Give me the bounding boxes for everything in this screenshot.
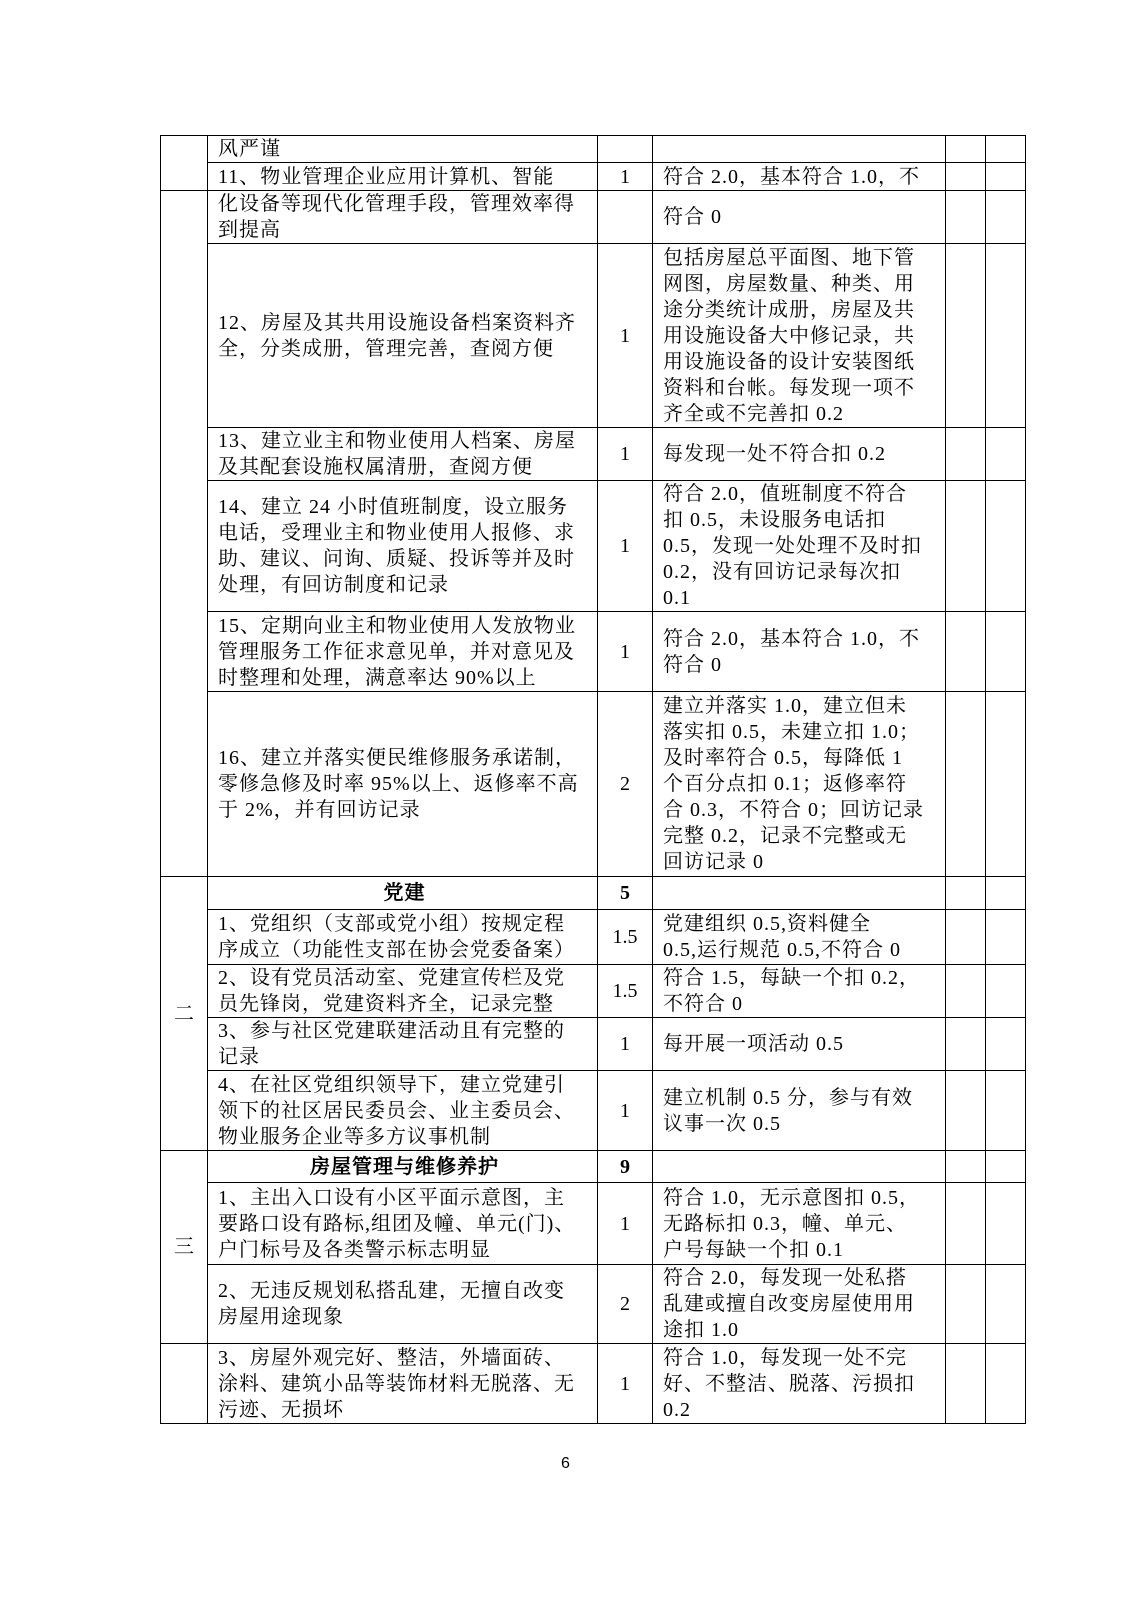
- criteria-cell: 符合 2.0，每发现一处私搭 乱建或擅自改变房屋使用用 途扣 1.0: [653, 1265, 946, 1344]
- item-cell: 12、房屋及其共用设施设备档案资料齐 全，分类成册，管理完善，查阅方便: [208, 244, 598, 428]
- blank-cell: [986, 877, 1026, 910]
- blank-cell: [986, 191, 1026, 244]
- scoring-table: [160, 135, 1026, 1424]
- criteria-cell: 每发现一处不符合扣 0.2: [653, 428, 946, 481]
- blank-cell: [986, 1018, 1026, 1071]
- score-cell: 1: [598, 428, 653, 481]
- blank-cell: [946, 136, 986, 163]
- blank-cell: [946, 1071, 986, 1151]
- table-row: [161, 428, 1026, 481]
- table-row: [161, 163, 1026, 191]
- score-cell: 2: [598, 692, 653, 877]
- table-row: [161, 1018, 1026, 1071]
- blank-cell: [946, 1151, 986, 1183]
- score-cell: 2: [598, 1265, 653, 1344]
- section-score: 9: [598, 1151, 653, 1183]
- item-cell: 1、党组织（支部或党小组）按规定程 序成立（功能性支部在协会党委备案）: [208, 910, 598, 965]
- criteria-cell: 符合 1.5，每缺一个扣 0.2， 不符合 0: [653, 965, 946, 1018]
- table-row: [161, 1071, 1026, 1151]
- section-number-cell: [161, 136, 208, 191]
- score-cell: 1.5: [598, 910, 653, 965]
- blank-cell: [946, 163, 986, 191]
- item-cell: 风严谨: [208, 136, 598, 163]
- table-row: [161, 191, 1026, 244]
- score-cell: 1: [598, 244, 653, 428]
- item-cell: 15、定期向业主和物业使用人发放物业 管理服务工作征求意见单，并对意见及 时整理和处理，满意率达 90%以上: [208, 612, 598, 692]
- criteria-cell: 包括房屋总平面图、地下管 网图，房屋数量、种类、用 途分类统计成册，房屋及共 用设施设备大中修记录，共 用设施设备的设计安装图纸 资料和台帐。每发现一项不 齐全或不完善扣 0.2: [653, 244, 946, 428]
- table-row: [161, 1265, 1026, 1344]
- item-cell: 11、物业管理企业应用计算机、智能: [208, 163, 598, 191]
- page-number: 6: [561, 1455, 570, 1472]
- section-number: 二: [161, 877, 208, 1151]
- criteria-cell: 符合 1.0，无示意图扣 0.5， 无路标扣 0.3，幢、单元、 户号每缺一个扣 0.1: [653, 1183, 946, 1265]
- blank-cell: [986, 1265, 1026, 1344]
- criteria-cell: 每开展一项活动 0.5: [653, 1018, 946, 1071]
- item-cell: 3、参与社区党建联建活动且有完整的 记录: [208, 1018, 598, 1071]
- criteria-cell: 符合 1.0，每发现一处不完 好、不整洁、脱落、污损扣 0.2: [653, 1344, 946, 1424]
- score-cell: 1: [598, 1183, 653, 1265]
- table-row: [161, 481, 1026, 612]
- table-row: [161, 1183, 1026, 1265]
- blank-cell: [986, 1151, 1026, 1183]
- score-cell: 1: [598, 1018, 653, 1071]
- item-cell: 2、设有党员活动室、党建宣传栏及党 员先锋岗，党建资料齐全，记录完整: [208, 965, 598, 1018]
- blank-cell: [946, 692, 986, 877]
- blank-cell: [946, 244, 986, 428]
- blank-cell: [986, 244, 1026, 428]
- section-number: 三: [161, 1151, 208, 1344]
- section-title: 房屋管理与维修养护: [208, 1151, 598, 1183]
- item-cell: 16、建立并落实便民维修服务承诺制， 零修急修及时率 95%以上、返修率不高 于 2%，并有回访记录: [208, 692, 598, 877]
- blank-cell: [946, 612, 986, 692]
- blank-cell: [986, 612, 1026, 692]
- table-row: [161, 244, 1026, 428]
- blank-cell: [986, 692, 1026, 877]
- blank-cell: [986, 1071, 1026, 1151]
- item-cell: 2、无违反规划私搭乱建，无擅自改变 房屋用途现象: [208, 1265, 598, 1344]
- score-cell: 1: [598, 481, 653, 612]
- score-cell: 1: [598, 1344, 653, 1424]
- blank-cell: [986, 1183, 1026, 1265]
- score-cell: [598, 191, 653, 244]
- score-cell: 1: [598, 163, 653, 191]
- item-cell: 4、在社区党组织领导下，建立党建引 领下的社区居民委员会、业主委员会、 物业服务企业等多方议事机制: [208, 1071, 598, 1151]
- blank-cell: [946, 191, 986, 244]
- criteria-cell: 党建组织 0.5,资料健全 0.5,运行规范 0.5,不符合 0: [653, 910, 946, 965]
- criteria-cell: 建立并落实 1.0，建立但未 落实扣 0.5，未建立扣 1.0； 及时率符合 0.5，每降低 1 个百分点扣 0.1；返修率符 合 0.3，不符合 0；回访记录 完整 0.2，记录不完整或无 回访记录 0: [653, 692, 946, 877]
- blank-cell: [986, 136, 1026, 163]
- criteria-cell: 符合 2.0，值班制度不符合 扣 0.5，未设服务电话扣 0.5，发现一处处理不及时扣 0.2，没有回访记录每次扣 0.1: [653, 481, 946, 612]
- section-header-row: [161, 1151, 1026, 1183]
- section-header-row: [161, 877, 1026, 910]
- section-number-cell: [161, 1344, 208, 1424]
- blank-cell: [946, 1265, 986, 1344]
- criteria-cell: 符合 2.0，基本符合 1.0，不 符合 0: [653, 612, 946, 692]
- criteria-cell: 符合 0: [653, 191, 946, 244]
- blank-cell: [986, 163, 1026, 191]
- table-row: [161, 1344, 1026, 1424]
- item-cell: 13、建立业主和物业使用人档案、房屋 及其配套设施权属清册，查阅方便: [208, 428, 598, 481]
- section-score: 5: [598, 877, 653, 910]
- blank-cell: [946, 1344, 986, 1424]
- score-cell: [598, 136, 653, 163]
- score-cell: 1: [598, 612, 653, 692]
- section-number-cell: [161, 191, 208, 877]
- item-cell: 化设备等现代化管理手段，管理效率得 到提高: [208, 191, 598, 244]
- blank-cell: [986, 965, 1026, 1018]
- item-cell: 14、建立 24 小时值班制度，设立服务 电话，受理业主和物业使用人报修、求 助、建议、问询、质疑、投诉等并及时 处理，有回访制度和记录: [208, 481, 598, 612]
- table-row: [161, 136, 1026, 163]
- criteria-cell: [653, 877, 946, 910]
- blank-cell: [986, 481, 1026, 612]
- score-cell: 1: [598, 1071, 653, 1151]
- item-cell: 3、房屋外观完好、整洁，外墙面砖、 涂料、建筑小品等装饰材料无脱落、无 污迹、无损坏: [208, 1344, 598, 1424]
- blank-cell: [946, 877, 986, 910]
- blank-cell: [946, 1018, 986, 1071]
- item-cell: 1、主出入口设有小区平面示意图，主 要路口设有路标,组团及幢、单元(门)、 户门标号及各类警示标志明显: [208, 1183, 598, 1265]
- criteria-cell: [653, 1151, 946, 1183]
- section-title: 党建: [208, 877, 598, 910]
- criteria-cell: 符合 2.0，基本符合 1.0，不: [653, 163, 946, 191]
- blank-cell: [946, 965, 986, 1018]
- table-row: [161, 910, 1026, 965]
- score-cell: 1.5: [598, 965, 653, 1018]
- blank-cell: [986, 428, 1026, 481]
- table-row: [161, 965, 1026, 1018]
- criteria-cell: [653, 136, 946, 163]
- table-row: [161, 612, 1026, 692]
- criteria-cell: 建立机制 0.5 分，参与有效 议事一次 0.5: [653, 1071, 946, 1151]
- blank-cell: [986, 1344, 1026, 1424]
- table-row: [161, 692, 1026, 877]
- blank-cell: [986, 910, 1026, 965]
- blank-cell: [946, 481, 986, 612]
- blank-cell: [946, 910, 986, 965]
- blank-cell: [946, 428, 986, 481]
- blank-cell: [946, 1183, 986, 1265]
